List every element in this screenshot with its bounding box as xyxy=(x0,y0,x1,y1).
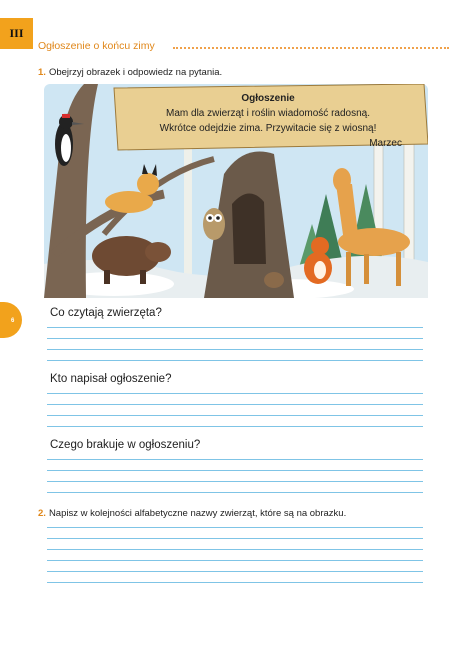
forest-illustration xyxy=(44,84,428,298)
section-title: Ogłoszenie o końcu zimy xyxy=(38,40,155,52)
answer-line[interactable] xyxy=(47,415,423,416)
answer-lines-2[interactable] xyxy=(47,393,423,437)
answer-line[interactable] xyxy=(47,360,423,361)
task-2-number: 2. xyxy=(38,508,46,519)
answer-line[interactable] xyxy=(47,549,423,550)
task-2-text: Napisz w kolejności alfabetyczne nazwy zwierząt, które są na obrazku. xyxy=(48,508,347,519)
task-1-instruction xyxy=(38,67,222,78)
answer-line[interactable] xyxy=(47,560,423,561)
answer-line[interactable] xyxy=(47,426,423,427)
answer-line[interactable] xyxy=(47,459,423,460)
answer-lines-4[interactable] xyxy=(47,527,423,593)
answer-lines-3[interactable] xyxy=(47,459,423,503)
question-2: Kto napisał ogłoszenie? xyxy=(50,373,172,385)
answer-line[interactable] xyxy=(47,527,423,528)
answer-line[interactable] xyxy=(47,349,423,350)
answer-line[interactable] xyxy=(47,393,423,394)
task-1-number: 1. xyxy=(38,67,46,78)
page-number: 6 xyxy=(11,318,15,324)
unit-badge: III xyxy=(0,18,33,49)
answer-line[interactable] xyxy=(47,538,423,539)
title-dotted-rule xyxy=(173,47,449,49)
task-2-instruction xyxy=(38,508,346,519)
answer-line[interactable] xyxy=(47,338,423,339)
answer-line[interactable] xyxy=(47,327,423,328)
notice-line-1: Mam dla zwierząt i roślin wiadomość radosną. xyxy=(166,108,370,119)
task-1-text: Obejrzyj obrazek i odpowiedz na pytania. xyxy=(48,67,223,78)
answer-line[interactable] xyxy=(47,582,423,583)
question-1: Co czytają zwierzęta? xyxy=(50,307,162,319)
notice-line-2: Wkrótce odejdzie zima. Przywitacie się z wiosną! xyxy=(159,123,377,134)
notice-signature: Marzec xyxy=(369,138,402,149)
answer-line[interactable] xyxy=(47,404,423,405)
answer-lines-1[interactable] xyxy=(47,327,423,371)
answer-line[interactable] xyxy=(47,571,423,572)
notice-heading: Ogłoszenie xyxy=(241,93,295,104)
answer-line[interactable] xyxy=(47,470,423,471)
question-3: Czego brakuje w ogłoszeniu? xyxy=(50,439,201,451)
answer-line[interactable] xyxy=(47,492,423,493)
answer-line[interactable] xyxy=(47,481,423,482)
